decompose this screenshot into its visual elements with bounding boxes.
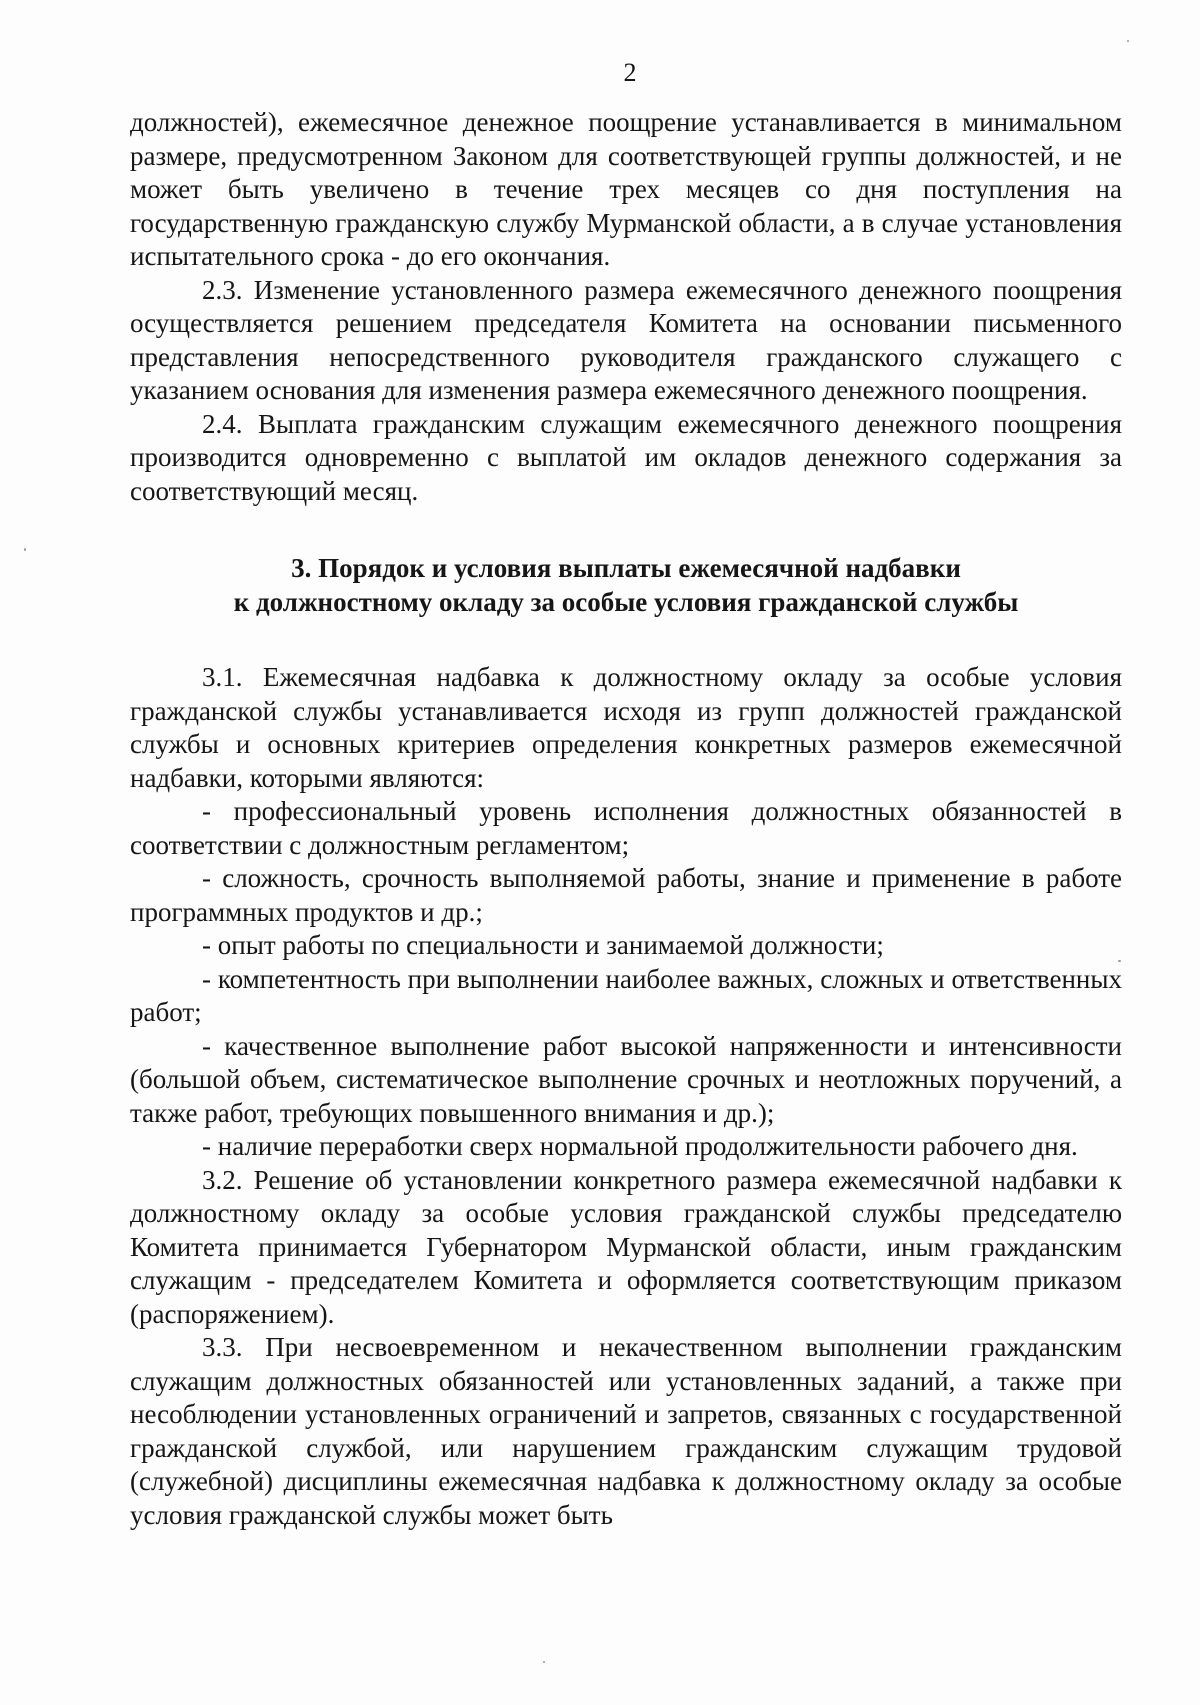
section-heading-line-1: 3. Порядок и условия выплаты ежемесячной надбавки [291, 553, 961, 583]
p-criterion-3: - опыт работы по специальности и занимаемой должности; [202, 930, 884, 960]
p-3-3: 3.3. При несвоевременном и некачественном выполнении гражданским служащим должностных обязанностей или установленных заданий, а также при несоблюдении установленных ограничений и запретов, связанных с государственной гражданской службой, или нарушением гражданским служащим трудовой (служебной) дисциплины ежемесячная надбавка к должностному окладу за особые условия гражданской службы может быть [130, 1332, 1122, 1530]
p-criterion-5: - качественное выполнение работ высокой напряженности и интенсивности (большой объем, систематическое выполнение срочных и неотложных поручений, а также работ, требующих повышенного внимания и др.); [130, 1030, 1122, 1128]
scan-speck [543, 1661, 545, 1663]
p-criterion-6: - наличие переработки сверх нормальной продолжительности рабочего дня. [202, 1131, 1078, 1161]
p-3-2: 3.2. Решение об установлении конкретного размера ежемесячной надбавки к должностному окладу за особые условия гражданской службы председателю Комитета принимается Губернатором Мурманской области, иным гражданским служащим - председателем Комитета и оформляется соответствующим приказом (распоряжением). [130, 1164, 1122, 1329]
section-heading [130, 552, 1122, 619]
p-continuation: должностей), ежемесячное денежное поощрение устанавливается в минимальном размере, предусмотренном Законом для соответствующей группы должностей, и не может быть увеличено в течение трех месяцев со дня поступления на государственную гражданскую службу Мурманской области, а в случае установления испытательного срока - до его окончания. [130, 107, 1122, 271]
p-criterion-4: - компетентность при выполнении наиболее важных, сложных и ответственных работ; [130, 963, 1122, 1027]
page-number: 2 [623, 58, 637, 87]
p-3-1: 3.1. Ежемесячная надбавка к должностному окладу за особые условия гражданской службы устанавливается исходя из групп должностей гражданской службы и основных критериев определения конкретных размеров ежемесячной надбавки, которыми являются: [130, 662, 1122, 793]
paragraphs-bottom [130, 661, 1122, 1532]
paragraphs-top [130, 106, 1122, 508]
p-criterion-1: - профессиональный уровень исполнения должностных обязанностей в соответствии с должностным регламентом; [130, 796, 1122, 860]
section-heading-line-2: к должностному окладу за особые условия гражданской службы [233, 586, 1019, 617]
scan-speck [24, 548, 26, 551]
p-2-4: 2.4. Выплата гражданским служащим ежемесячного денежного поощрения производится одновременно с выплатой им окладов денежного содержания за соответствующий месяц. [130, 408, 1122, 506]
p-criterion-2: - сложность, срочность выполняемой работы, знание и применение в работе программных продуктов и др.; [130, 863, 1122, 927]
scan-speck [1118, 960, 1121, 962]
p-2-3: 2.3. Изменение установленного размера ежемесячного денежного поощрения осуществляется решением председателя Комитета на основании письменного представления непосредственного руководителя гражданского служащего с указанием основания для изменения размера ежемесячного денежного поощрения. [130, 274, 1122, 405]
scan-speck [1127, 40, 1129, 42]
document-body [130, 106, 1122, 1532]
